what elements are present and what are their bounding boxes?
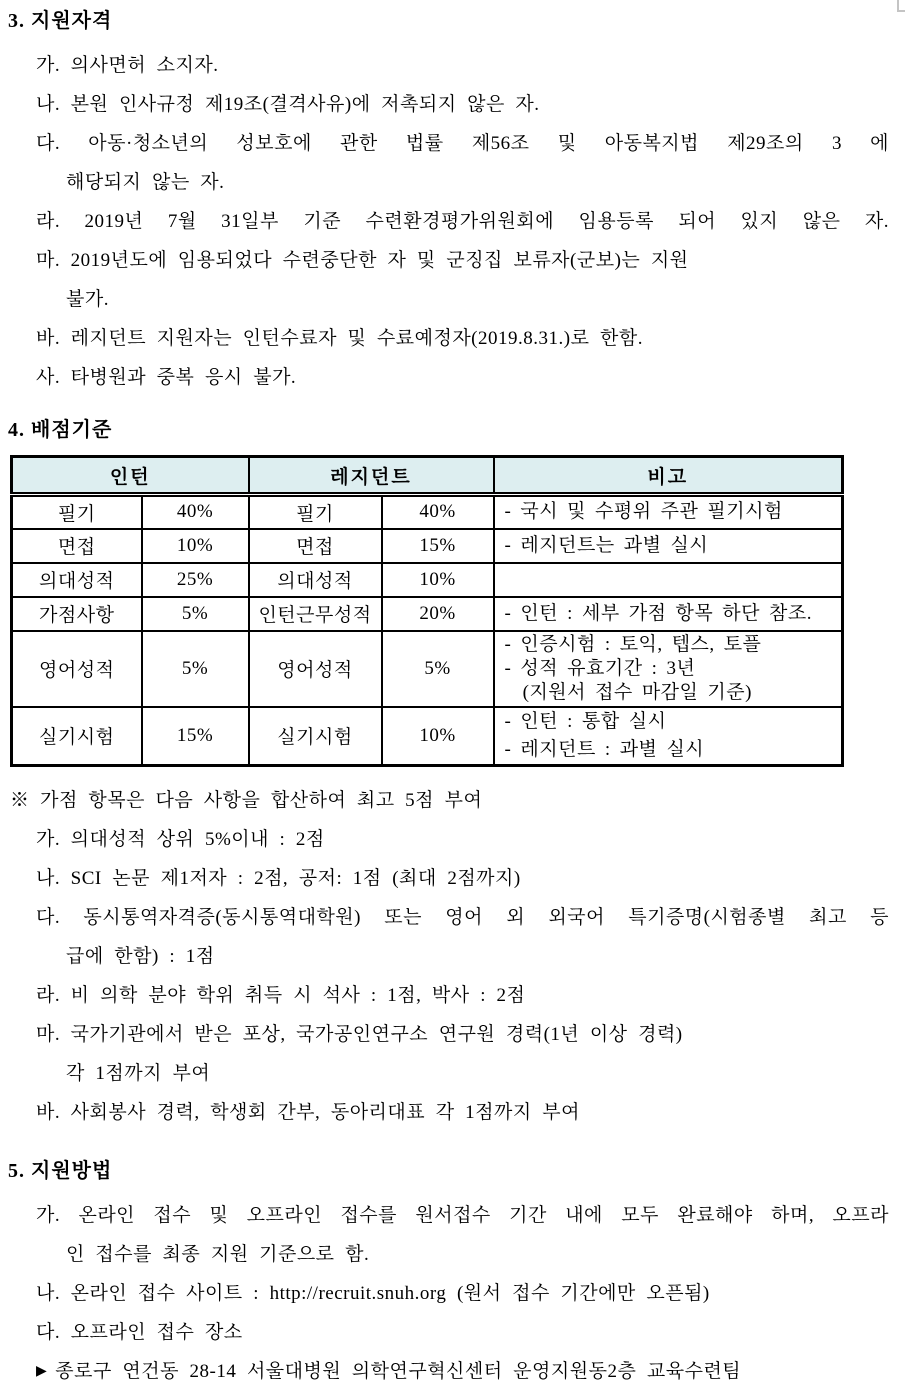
intern-pct: 25% [142, 563, 249, 597]
remark-line: - 레지던트 : 과별 실시 [504, 738, 705, 760]
resident-item: 의대성적 [249, 563, 382, 597]
remarks-cell [494, 597, 843, 631]
application-item-continuation: 인 접수를 최종 지원 기준으로 함. [66, 1243, 370, 1265]
table-row [12, 563, 843, 597]
qualification-item-continuation: 불가. [66, 289, 109, 310]
qualification-item: 가. 의사면허 소지자. [36, 55, 219, 76]
note-intro-line [0, 781, 905, 820]
resident-item: 면접 [249, 529, 382, 563]
qualification-item: 라. 2019년 7월 31일부 기준 수련환경평가위원회에 임용등록 되어 있지 않은 자. [36, 211, 889, 232]
header-intern: 인턴 [12, 457, 249, 495]
remark-line: - 성적 유효기간 : 3년 [504, 657, 696, 679]
resident-item: 실기시험 [249, 707, 382, 766]
remarks-cell [494, 563, 843, 597]
scoring-criteria-table [10, 455, 844, 767]
header-resident: 레지던트 [249, 457, 494, 495]
remark-line: (지원서 접수 마감일 기준) [504, 681, 752, 703]
qualification-item: 사. 타병원과 중복 응시 불가. [36, 367, 297, 388]
qualification-item: 바. 레지던트 지원자는 인턴수료자 및 수료예정자(2019.8.31.)로 한함. [36, 328, 643, 349]
remark-line: - 인턴 : 세부 가점 항목 하단 참조. [504, 602, 812, 624]
note-intro-text: 가점 항목은 다음 사항을 합산하여 최고 5점 부여 [29, 789, 483, 811]
qualifications-list [0, 46, 905, 397]
table-row [12, 707, 843, 766]
intern-pct: 5% [142, 631, 249, 707]
note-item: 마. 국가기관에서 받은 포상, 국가공인연구소 연구원 경력(1년 이상 경력) [36, 1023, 683, 1045]
application-method-list [0, 1196, 905, 1381]
table-header-row [12, 457, 843, 495]
intern-pct: 40% [142, 495, 249, 529]
application-item: 다. 오프라인 접수 장소 [36, 1321, 243, 1343]
resident-pct: 5% [382, 631, 494, 707]
qualification-item: 다. 아동·청소년의 성보호에 관한 법률 제56조 및 아동복지법 제29조의 3 에 [36, 133, 889, 154]
note-item: 바. 사회봉사 경력, 학생회 간부, 동아리대표 각 1점까지 부여 [36, 1101, 580, 1123]
offline-location-line [0, 1352, 905, 1381]
resident-pct: 15% [382, 529, 494, 563]
header-remarks: 비고 [494, 457, 843, 495]
remarks-cell [494, 529, 843, 563]
resident-item: 필기 [249, 495, 382, 529]
table-row [12, 529, 843, 563]
remark-line: - 레지던트는 과별 실시 [504, 534, 709, 556]
resident-item: 인턴근무성적 [249, 597, 382, 631]
note-item: 가. 의대성적 상위 5%이내 : 2점 [36, 828, 325, 850]
note-item: 다. 동시통역자격증(동시통역대학원) 또는 영어 외 외국어 특기증명(시험종별 최고 등 [36, 906, 889, 928]
resident-item: 영어성적 [249, 631, 382, 707]
remark-line: - 국시 및 수평위 주관 필기시험 [504, 501, 783, 523]
note-item: 나. SCI 논문 제1저자 : 2점, 공저: 1점 (최대 2점까지) [36, 867, 521, 889]
qualification-item: 나. 본원 인사규정 제19조(결격사유)에 저촉되지 않은 자. [36, 94, 540, 115]
intern-pct: 5% [142, 597, 249, 631]
offline-location-text: 종로구 연건동 28-14 서울대병원 의학연구혁신센터 운영지원동2층 교육수련팀 [55, 1360, 742, 1381]
qualification-item: 마. 2019년도에 임용되었다 수련중단한 자 및 군징집 보류자(군보)는 지원 [36, 250, 689, 271]
intern-item: 면접 [12, 529, 142, 563]
application-item: 가. 온라인 접수 및 오프라인 접수를 원서접수 기간 내에 모두 완료해야 하며, 오프라 [36, 1204, 889, 1226]
note-item-continuation: 각 1점까지 부여 [66, 1062, 211, 1084]
intern-pct: 10% [142, 529, 249, 563]
remarks-cell [494, 631, 843, 707]
remark-line: - 인턴 : 통합 실시 [504, 710, 667, 732]
remark-line: - 인증시험 : 토익, 텝스, 토플 [504, 633, 762, 655]
intern-pct: 15% [142, 707, 249, 766]
bonus-points-note [0, 781, 905, 1132]
table-row [12, 631, 843, 707]
remarks-cell [494, 707, 843, 766]
intern-item: 가점사항 [12, 597, 142, 631]
resident-pct: 10% [382, 707, 494, 766]
application-item: 나. 온라인 접수 사이트 : http://recruit.snuh.org (원서 접수 기간에만 오픈됨) [36, 1282, 710, 1304]
table-row [12, 495, 843, 529]
section-title-qualifications: 3. 지원자격 [8, 10, 113, 32]
page-corner-mark [897, 10, 905, 12]
qualification-item-continuation: 해당되지 않는 자. [66, 172, 225, 193]
note-item: 라. 비 의학 분야 학위 취득 시 석사 : 1점, 박사 : 2점 [36, 984, 526, 1006]
resident-pct: 10% [382, 563, 494, 597]
intern-item: 의대성적 [12, 563, 142, 597]
section-title-application-method: 5. 지원방법 [8, 1159, 113, 1182]
section-title-scoring: 4. 배점기준 [8, 419, 113, 441]
reference-mark-icon: ※ [10, 789, 30, 811]
intern-item: 필기 [12, 495, 142, 529]
resident-pct: 20% [382, 597, 494, 631]
note-item-continuation: 급에 한함) : 1점 [66, 945, 215, 967]
table-row [12, 597, 843, 631]
arrow-bullet-icon: ▶ [36, 1363, 48, 1379]
resident-pct: 40% [382, 495, 494, 529]
intern-item: 영어성적 [12, 631, 142, 707]
remarks-cell [494, 495, 843, 529]
intern-item: 실기시험 [12, 707, 142, 766]
